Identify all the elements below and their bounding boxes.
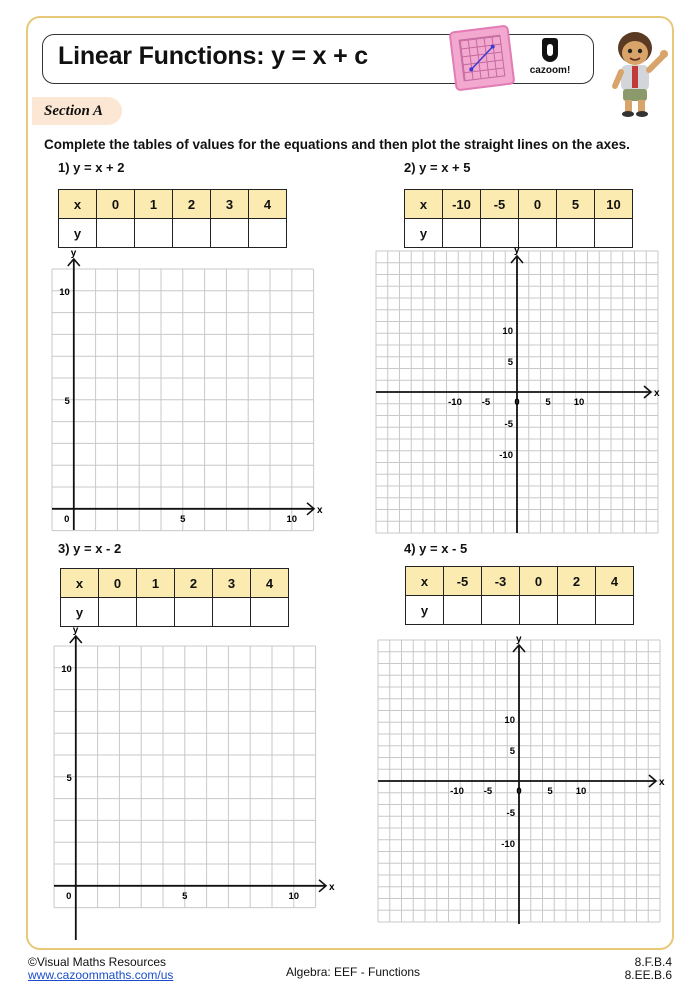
- y-answer-cell[interactable]: [520, 596, 558, 625]
- x-value: 10: [595, 190, 633, 219]
- y-answer-cell[interactable]: [482, 596, 520, 625]
- x-tick-label: 10: [286, 513, 298, 525]
- x-value: 2: [175, 569, 213, 598]
- y-answer-cell[interactable]: [481, 219, 519, 248]
- coordinate-grid-4[interactable]: [378, 634, 665, 924]
- question-4-label: 4) y = x - 5: [404, 541, 468, 556]
- y-answer-cell[interactable]: [249, 219, 287, 248]
- x-header: x: [406, 567, 444, 596]
- x-value: 0: [99, 569, 137, 598]
- x-value: 0: [97, 190, 135, 219]
- x-tick-label: 0: [64, 513, 70, 525]
- y-answer-cell[interactable]: [557, 219, 595, 248]
- y-answer-cell[interactable]: [443, 219, 481, 248]
- x-value: 0: [520, 567, 558, 596]
- graph-thumbnail-icon: [449, 25, 516, 92]
- copyright: ©Visual Maths Resources: [28, 955, 167, 969]
- x-value: 1: [137, 569, 175, 598]
- y-axis-label: y: [72, 625, 79, 636]
- cazoom-mark-icon: [542, 38, 558, 62]
- y-tick-label: 5: [66, 772, 72, 784]
- instructions: Complete the tables of values for the equations and then plot the straight lines on the axes.: [44, 137, 630, 152]
- y-tick-label: 10: [59, 286, 70, 298]
- x-tick-label: 5: [182, 890, 188, 902]
- x-header: x: [405, 190, 443, 219]
- x-header: x: [59, 190, 97, 219]
- section-label: Section A: [44, 103, 104, 119]
- x-tick-label: -5: [481, 397, 491, 408]
- coordinate-grid-3[interactable]: [54, 625, 338, 942]
- x-value: 4: [249, 190, 287, 219]
- y-tick-label: 10: [504, 715, 515, 726]
- y-answer-cell[interactable]: [213, 598, 251, 627]
- y-answer-cell[interactable]: [558, 596, 596, 625]
- y-answer-cell[interactable]: [444, 596, 482, 625]
- question-1-label: 1) y = x + 2: [58, 160, 125, 175]
- x-header: x: [61, 569, 99, 598]
- y-header: y: [405, 219, 443, 248]
- cazoom-logo: [524, 36, 576, 82]
- x-tick-label: 10: [575, 786, 587, 797]
- y-answer-cell[interactable]: [173, 219, 211, 248]
- x-tick-label: -10: [448, 397, 462, 408]
- x-value: 1: [135, 190, 173, 219]
- values-table-1: [58, 189, 287, 248]
- y-tick-label: -10: [501, 839, 515, 850]
- x-axis-label: x: [317, 504, 323, 516]
- values-table-3: [60, 568, 289, 627]
- y-tick-label: 5: [509, 746, 515, 757]
- x-tick-label: 0: [514, 397, 520, 408]
- y-tick-label: 5: [64, 395, 70, 407]
- y-answer-cell[interactable]: [519, 219, 557, 248]
- x-value: 2: [173, 190, 211, 219]
- x-tick-label: -10: [450, 786, 464, 797]
- x-tick-label: 5: [547, 786, 553, 797]
- values-table-4: [405, 566, 634, 625]
- y-tick-label: -5: [506, 808, 515, 819]
- y-answer-cell[interactable]: [135, 219, 173, 248]
- logo-text: cazoom!: [529, 65, 571, 76]
- x-value: 5: [557, 190, 595, 219]
- x-tick-label: 0: [66, 890, 72, 902]
- x-value: 2: [558, 567, 596, 596]
- coordinate-grid-2[interactable]: [376, 245, 660, 533]
- y-header: y: [406, 596, 444, 625]
- x-axis-label: x: [654, 388, 660, 399]
- x-value: 3: [213, 569, 251, 598]
- y-answer-cell[interactable]: [99, 598, 137, 627]
- y-tick-label: -10: [499, 450, 513, 461]
- page-title: Linear Functions: y = x + c: [58, 42, 368, 70]
- y-axis-label: y: [514, 245, 520, 256]
- x-value: -5: [444, 567, 482, 596]
- y-axis-label: y: [516, 634, 522, 645]
- x-tick-label: 5: [180, 513, 186, 525]
- y-header: y: [61, 598, 99, 627]
- y-tick-label: 5: [507, 357, 513, 368]
- y-answer-cell[interactable]: [137, 598, 175, 627]
- footer-standards: [625, 956, 672, 982]
- mascot-icon: [603, 26, 675, 118]
- coordinate-grid-1[interactable]: [52, 248, 327, 535]
- x-value: 3: [211, 190, 249, 219]
- question-3-label: 3) y = x - 2: [58, 541, 122, 556]
- y-tick-label: -5: [504, 419, 513, 430]
- y-tick-label: 10: [502, 326, 513, 337]
- question-2-label: 2) y = x + 5: [404, 160, 471, 175]
- grid-lines: [54, 646, 316, 908]
- y-header: y: [59, 219, 97, 248]
- website-link[interactable]: www.cazoommaths.com/us: [28, 968, 174, 982]
- standard-code: 8.F.B.4: [634, 955, 672, 969]
- grid-lines: [52, 269, 314, 531]
- y-answer-cell[interactable]: [595, 219, 633, 248]
- x-value: 4: [251, 569, 289, 598]
- y-answer-cell[interactable]: [251, 598, 289, 627]
- x-tick-label: -5: [483, 786, 493, 797]
- x-value: -10: [443, 190, 481, 219]
- x-tick-label: 5: [545, 397, 551, 408]
- y-answer-cell[interactable]: [175, 598, 213, 627]
- values-table-2: [404, 189, 633, 248]
- x-axis-label: x: [659, 777, 665, 788]
- y-answer-cell[interactable]: [97, 219, 135, 248]
- footer-topic: Algebra: EEF - Functions: [286, 965, 421, 979]
- x-tick-label: 10: [288, 890, 300, 902]
- x-tick-label: 10: [573, 397, 585, 408]
- y-axis-label: y: [70, 248, 77, 259]
- footer-left: [28, 956, 173, 982]
- x-value: 4: [596, 567, 634, 596]
- x-axis-label: x: [329, 881, 335, 893]
- y-answer-cell[interactable]: [596, 596, 634, 625]
- x-value: -3: [482, 567, 520, 596]
- x-value: -5: [481, 190, 519, 219]
- y-tick-label: 10: [61, 663, 72, 675]
- y-answer-cell[interactable]: [211, 219, 249, 248]
- standard-code: 8.EE.B.6: [624, 968, 672, 982]
- x-value: 0: [519, 190, 557, 219]
- x-tick-label: 0: [516, 786, 522, 797]
